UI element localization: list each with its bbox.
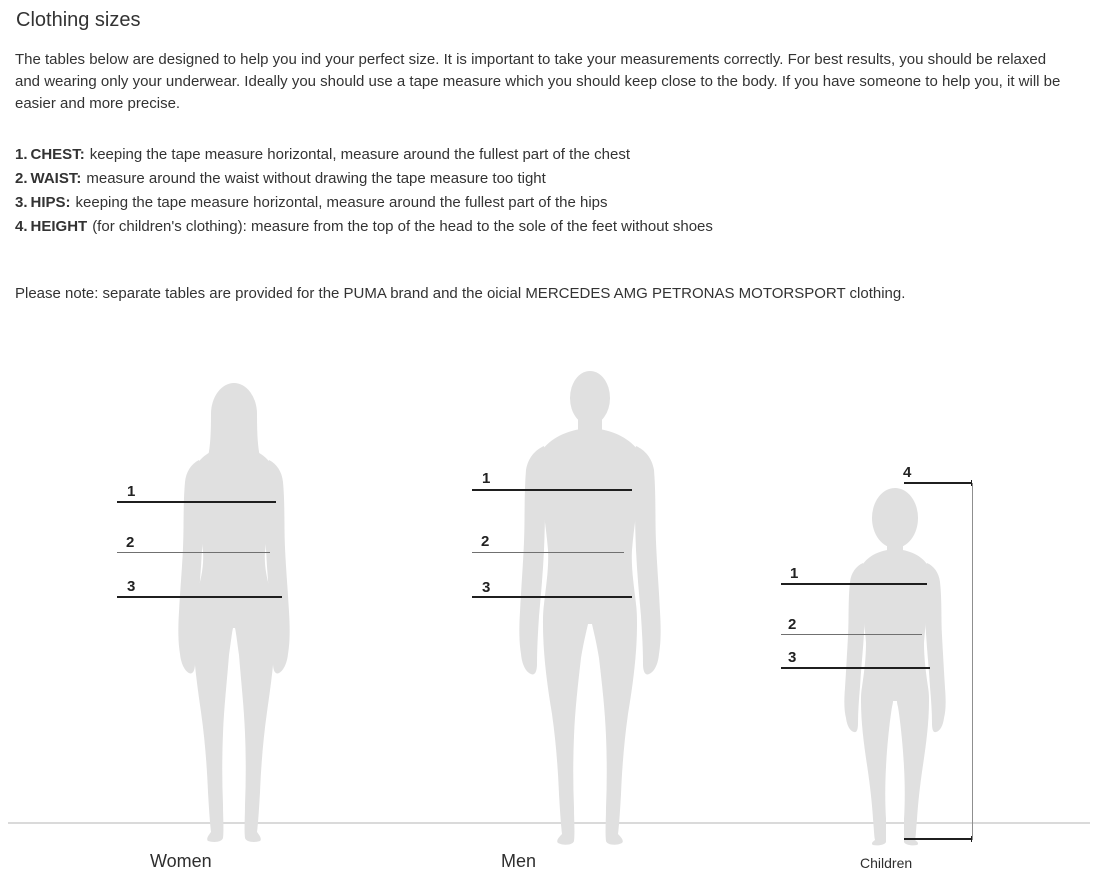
men-marker-1-label: 1 xyxy=(482,470,491,487)
item-term: CHEST: xyxy=(30,146,85,163)
men-marker-3-label: 3 xyxy=(482,579,491,596)
women-marker-1-label: 1 xyxy=(127,483,136,500)
item-number: 1. xyxy=(15,146,28,163)
item-term: HEIGHT xyxy=(30,218,88,235)
children-marker-3-line xyxy=(781,667,930,669)
women-caption: Women xyxy=(150,851,212,871)
measurement-item-waist xyxy=(15,167,713,191)
item-term: HIPS: xyxy=(30,194,71,211)
children-marker-1-label: 1 xyxy=(790,565,799,582)
measurement-list xyxy=(15,143,713,239)
children-caption: Children xyxy=(860,855,913,871)
men-silhouette xyxy=(515,370,665,845)
women-marker-1-line xyxy=(117,501,276,503)
women-marker-2-line xyxy=(117,552,270,553)
women-silhouette xyxy=(169,382,299,843)
children-height-vertical-line xyxy=(972,483,973,840)
item-description: keeping the tape measure horizontal, measure around the fullest part of the hips xyxy=(75,194,608,211)
women-marker-3-label: 3 xyxy=(127,578,136,595)
men-caption: Men xyxy=(501,851,537,871)
men-marker-2-line xyxy=(472,552,624,553)
men-marker-3-line xyxy=(472,596,632,598)
children-marker-3-label: 3 xyxy=(788,649,797,666)
item-description: (for children's clothing): measure from the top of the head to the sole of the feet without shoes xyxy=(92,218,713,235)
item-term: WAIST: xyxy=(30,170,82,187)
children-height-bottom-tick xyxy=(971,836,972,842)
item-number: 4. xyxy=(15,218,28,235)
item-number: 2. xyxy=(15,170,28,187)
children-marker-1-line xyxy=(781,583,927,585)
children-marker-4-line xyxy=(904,482,972,484)
intro-paragraph: The tables below are designed to help you ind your perfect size. It is important to take your measurements correctly. For best results, you should be relaxed and wearing only your underwear. Ideally you should use a tape measure which you should keep close to the body. If you have someone to help you, it will be easier and more precise. xyxy=(15,51,1061,112)
item-description: measure around the waist without drawing the tape measure too tight xyxy=(86,170,546,187)
item-description: keeping the tape measure horizontal, measure around the fullest part of the chest xyxy=(89,146,631,163)
item-number: 3. xyxy=(15,194,28,211)
children-foot-line xyxy=(904,838,972,840)
note-paragraph: Please note: separate tables are provided for the PUMA brand and the oicial MERCEDES AMG PETRONAS MOTORSPORT clothing. xyxy=(15,285,906,302)
children-marker-2-label: 2 xyxy=(788,616,797,633)
men-marker-2-label: 2 xyxy=(481,533,490,550)
page-title: Clothing sizes xyxy=(16,9,141,31)
women-marker-3-line xyxy=(117,596,282,598)
measurement-item-chest xyxy=(15,143,713,167)
children-marker-4-label: 4 xyxy=(903,464,912,481)
measurement-item-height xyxy=(15,215,713,239)
children-marker-2-line xyxy=(781,634,922,635)
measurement-item-hips xyxy=(15,191,713,215)
women-marker-2-label: 2 xyxy=(126,534,135,551)
men-marker-1-line xyxy=(472,489,632,491)
